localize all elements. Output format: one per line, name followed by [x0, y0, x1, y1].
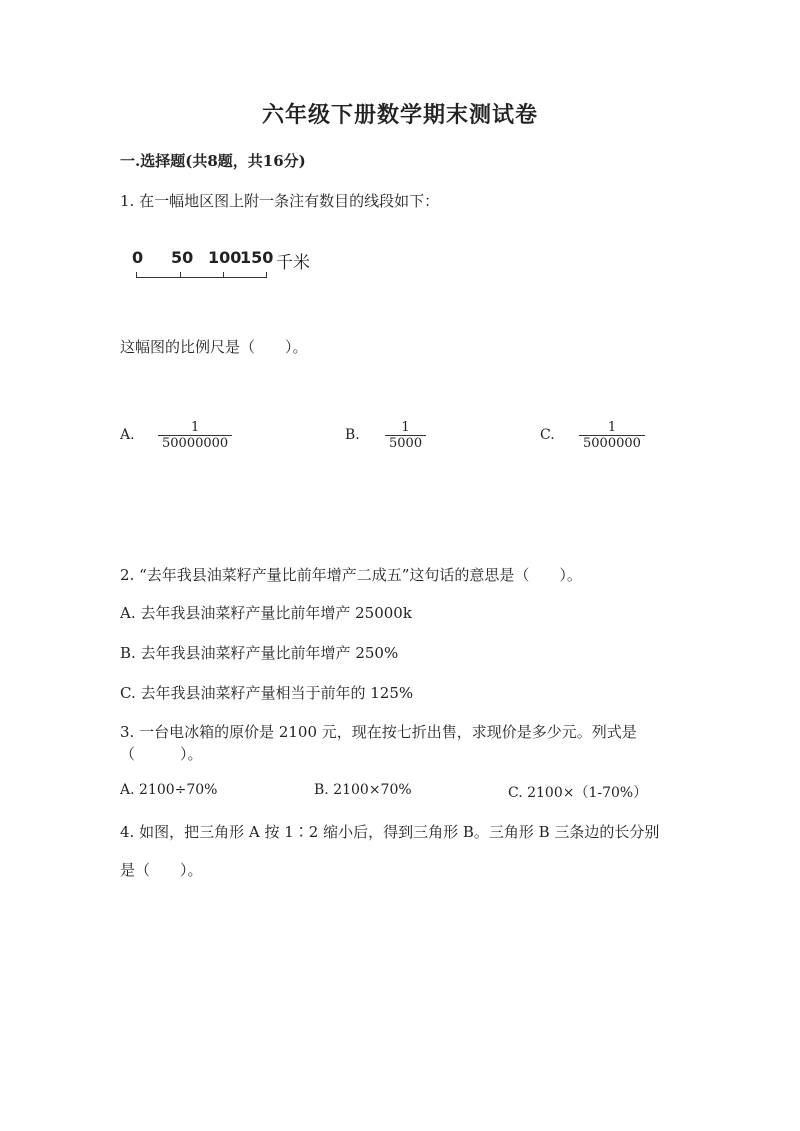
question-2-option-a[interactable]: A. 去年我县油菜籽产量比前年增产 25000k: [120, 604, 412, 622]
option-a-fraction: [158, 420, 232, 451]
question-1-text: 1. 在一幅地区图上附一条注有数目的线段如下：: [120, 192, 440, 210]
scale-tick: [180, 272, 181, 278]
option-a-numerator: 1: [190, 420, 200, 435]
option-c-numerator: 1: [607, 420, 617, 435]
question-3-option-a[interactable]: A. 2100÷70%: [120, 782, 218, 798]
scale-tick: [223, 272, 224, 278]
option-c-letter[interactable]: C.: [540, 427, 555, 443]
question-4-text: 4. 如图，把三角形 A 按 1∶2 缩小后，得到三角形 B。三角形 B 三条边的长分别: [120, 823, 660, 841]
scale-label-50: 50: [171, 248, 194, 267]
scale-line: [136, 277, 266, 278]
question-4-blank: 是（ ）。: [120, 861, 203, 879]
option-b-denominator: 5000: [385, 435, 426, 451]
question-3-text: 3. 一台电冰箱的原价是 2100 元，现在按七折出售，求现价是多少元。列式是: [120, 723, 637, 741]
question-1-prompt: 这幅图的比例尺是（ ）。: [120, 338, 308, 356]
scale-unit: 千米: [276, 253, 310, 273]
question-3-option-b[interactable]: B. 2100×70%: [314, 782, 412, 798]
section-heading: 一.选择题(共8题，共16分): [120, 152, 306, 170]
question-3-blank: （ ）。: [120, 745, 203, 763]
option-a-denominator: 50000000: [158, 435, 232, 451]
scale-label-150: 150: [240, 248, 274, 267]
question-3-option-c[interactable]: C. 2100×（1-70%）: [508, 785, 648, 801]
scale-tick: [136, 272, 137, 278]
option-a-letter[interactable]: A.: [120, 427, 135, 443]
option-c-denominator: 5000000: [579, 435, 645, 451]
question-2-text: 2. “去年我县油菜籽产量比前年增产二成五”这句话的意思是（ ）。: [120, 566, 582, 584]
question-2-option-c[interactable]: C. 去年我县油菜籽产量相当于前年的 125%: [120, 684, 414, 702]
option-b-letter[interactable]: B.: [345, 427, 360, 443]
scale-label-100: 100: [208, 248, 242, 267]
option-c-fraction: [579, 420, 645, 451]
page-title: 六年级下册数学期末测试卷: [261, 102, 538, 128]
scale-bar-figure: [130, 246, 330, 286]
scale-tick: [266, 272, 267, 278]
option-b-numerator: 1: [401, 420, 410, 435]
option-b-fraction: [385, 420, 426, 451]
question-2-option-b[interactable]: B. 去年我县油菜籽产量比前年增产 250%: [120, 644, 399, 662]
scale-label-0: 0: [132, 248, 144, 267]
